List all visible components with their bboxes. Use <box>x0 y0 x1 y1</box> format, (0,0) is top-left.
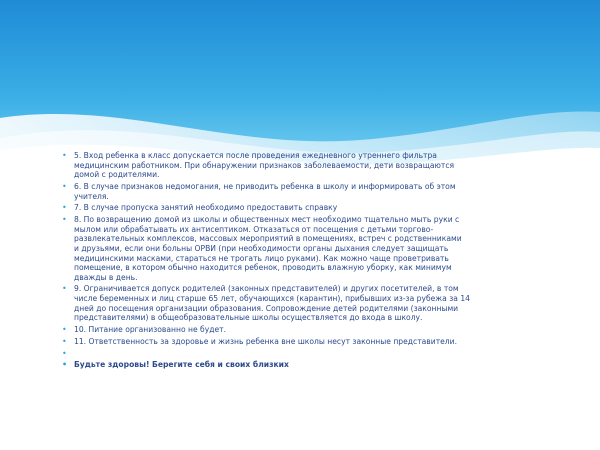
item-text: 10. Питание организованно не будет. <box>74 325 226 335</box>
item-text: 5. Вход ребенка в класс допускается после проведения ежедневного утреннего фильтра медицинским работником. При обнаружении признаков заболеваемости, дети возвращаются домой с родителями. <box>74 151 455 180</box>
bullet-icon: • <box>62 203 67 213</box>
header-wave-background <box>0 0 600 175</box>
list-item <box>62 203 542 213</box>
bullet-icon: • <box>62 336 67 346</box>
list-item <box>62 215 542 282</box>
bullet-icon: • <box>62 284 67 294</box>
list-item <box>62 151 542 180</box>
bullet-icon: • <box>62 348 67 358</box>
list-item <box>62 325 542 335</box>
bullet-icon: • <box>62 325 67 335</box>
item-text: 7. В случае пропуска занятий необходимо предоставить справку <box>74 203 338 213</box>
bullet-icon: • <box>62 215 67 225</box>
list-item <box>62 349 542 359</box>
closing-message <box>62 360 542 370</box>
rules-list <box>62 151 542 370</box>
item-text: 6. В случае признаков недомогания, не приводить ребенка в школу и информировать об этом учителя. <box>74 181 456 201</box>
content-text <box>62 151 542 372</box>
bullet-icon: • <box>62 151 67 160</box>
bullet-icon: • <box>62 181 67 191</box>
list-item <box>62 337 542 347</box>
bullet-icon: • <box>62 360 68 370</box>
closing-text: Будьте здоровы! Берегите себя и своих близких <box>74 360 289 370</box>
item-text: 9. Ограничивается допуск родителей (законных представителей) и других посетителей, в том числе беременных и лиц старше 65 лет, обучающихся (карантин), прибывших из-за рубежа за 14 дней до посещения организации образования. Сопровождение детей родителями (законными представителями) в общеобразовательные школы осуществляется до входа в школу. <box>74 284 470 323</box>
item-text: 11. Ответственность за здоровье и жизнь ребенка вне школы несут законные представители. <box>74 336 458 346</box>
list-item <box>62 284 542 322</box>
item-text: 8. По возвращению домой из школы и общественных мест необходимо тщательно мыть руки с мылом или обрабатывать их антисептиком. Отказаться от посещения с детьми торгово- развлекательных комплексов, массовых мероприятий в помещениях, встреч с родственниками и друзьями, если они больны ОРВИ (при необходимости органы дыхания следует защищать медицинскими масками, стараться не трогать лицо руками). Как можно чаще проветривать помещение, в котором обычно находится ребенок, проводить влажную уборку, как минимум дважды в день. <box>74 215 462 282</box>
list-item <box>62 182 542 201</box>
